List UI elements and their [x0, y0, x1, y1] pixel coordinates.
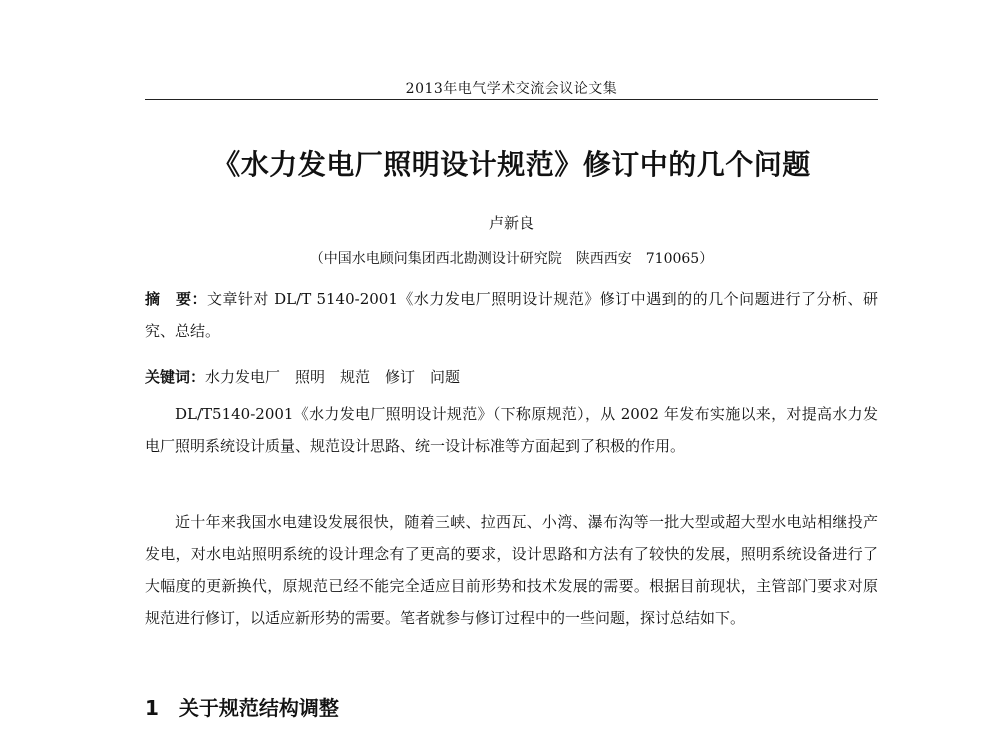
body-paragraph-1: DL/T5140-2001《水力发电厂照明设计规范》（下称原规范），从 2002 年发布实施以来，对提高水力发电厂照明系统设计质量、规范设计思路、统一设计标准等方面起到了积极的作用。	[145, 405, 878, 455]
keywords	[145, 361, 878, 393]
keywords-label: 关键词：	[145, 368, 206, 386]
paper-title: 《水力发电厂照明设计规范》修订中的几个问题	[212, 148, 811, 181]
header-rule	[145, 99, 878, 100]
abstract-label: 摘 要：	[145, 290, 207, 308]
author-affiliation: （中国水电顾问集团西北勘测设计研究院 陕西西安 710065）	[309, 251, 714, 267]
running-header: 2013年电气学术交流会议论文集	[405, 81, 618, 97]
keywords-text: 水力发电厂 照明 规范 修订 问题	[205, 368, 461, 386]
abstract-text: 文章针对 DL/T 5140-2001《水力发电厂照明设计规范》修订中遇到的的几个问题进行了分析、研究、总结。	[145, 290, 878, 340]
body-paragraph-2: 近十年来我国水电建设发展很快，随着三峡、拉西瓦、小湾、瀑布沟等一批大型或超大型水电站相继投产发电，对水电站照明系统的设计理念有了更高的要求，设计思路和方法有了较快的发展，照明系统设备进行了大幅度的更新换代，原规范已经不能完全适应目前形势和技术发展的需要。根据目前现状，主管部门要求对原规范进行修订，以适应新形势的需要。笔者就参与修订过程中的一些问题，探讨总结如下。	[145, 513, 878, 627]
section-heading-1: 1 关于规范结构调整	[145, 696, 339, 720]
abstract	[145, 283, 878, 347]
author-name: 卢新良	[488, 214, 534, 232]
